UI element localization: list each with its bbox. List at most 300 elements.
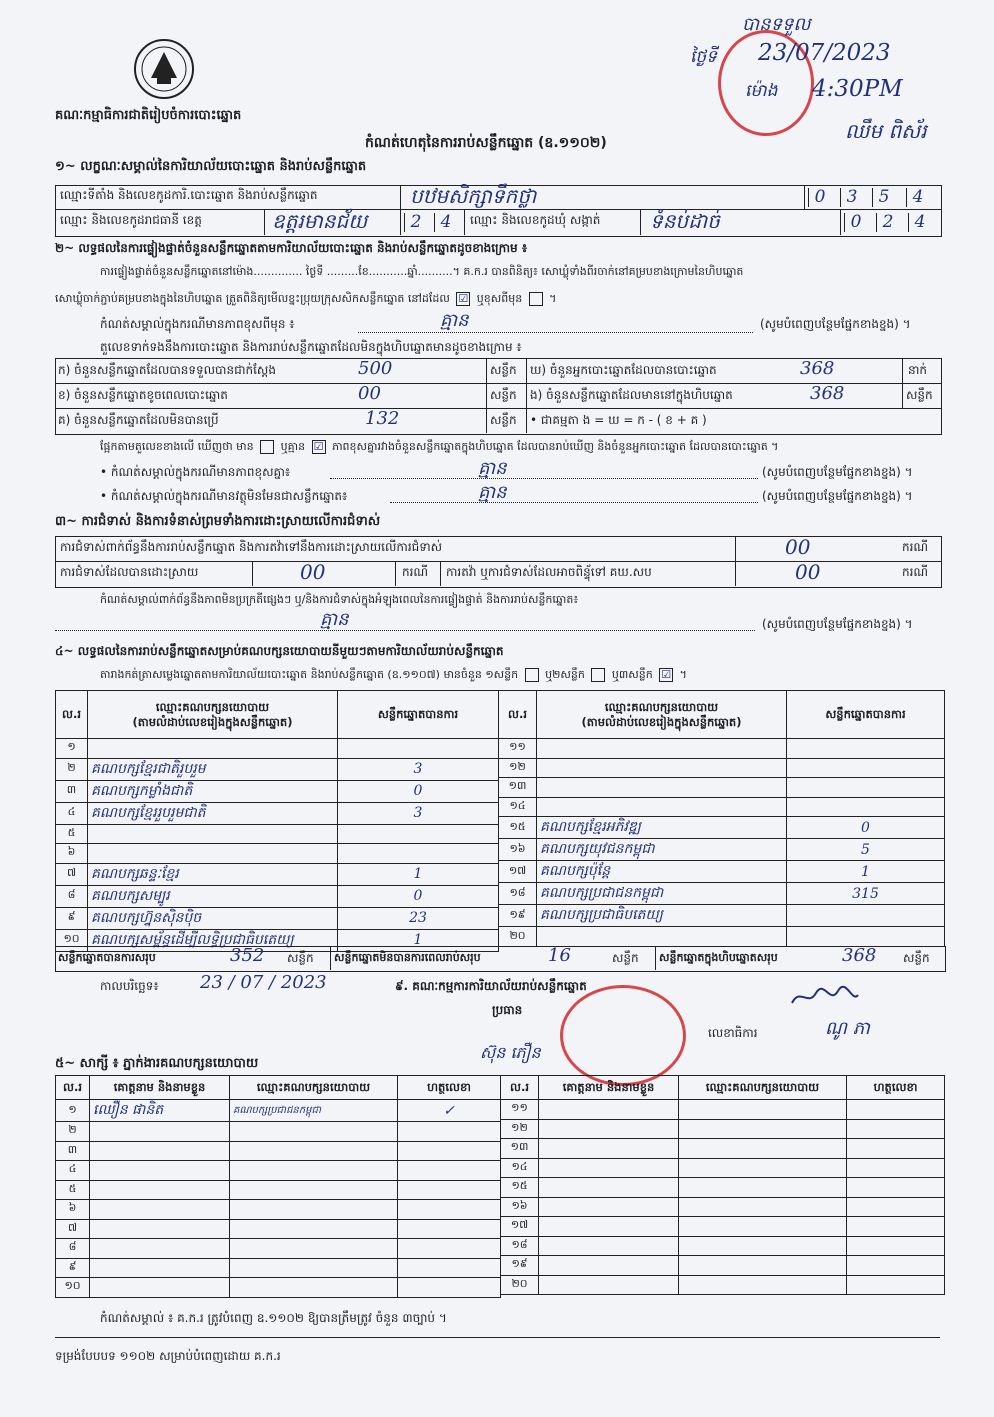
diff-note-label: កំណត់សម្គាល់ក្នុងករណីមានភាពខុសពីមុន ៖: [100, 317, 295, 331]
total-box-value: 368: [842, 945, 877, 966]
objection-row2-label: ការជំទាស់ដែលបានដោះស្រាយ: [60, 565, 199, 579]
count-row-a-value: 500: [358, 358, 393, 379]
witness-signature: [847, 1178, 945, 1198]
party-votes: [787, 905, 945, 927]
discrepancy-none-label: ឬគ្មាន: [280, 440, 306, 453]
witness-name: [90, 1278, 230, 1298]
party-name: [537, 739, 787, 759]
witness-party: [230, 1278, 398, 1298]
section2-line2: សោឃ្លុំចាក់ភ្ជាប់គម្របខាងក្នុងនៃហិបឆ្នោត ត្រួតពិនិត្យមើលខ្នះប្រុយក្រុសសិកសន្លឹកឆ្នោត នៅដដែល ☑ ឬខុសពីមុន ។: [55, 292, 557, 305]
wit-col-party: ឈ្មោះគណបក្សនយោបាយ: [230, 1076, 398, 1100]
witness-name: [90, 1161, 230, 1181]
count-row-a-label: ក) ចំនួនសន្លឹកឆ្នោតដែលបានទទួលបានជាក់ស្តែង: [58, 363, 276, 377]
witness-signature: ✓: [398, 1100, 501, 1122]
witness-name: [90, 1122, 230, 1142]
witness-signature: [847, 1217, 945, 1237]
total-invalid-label: សន្លឹកឆ្នោតមិនបានការពេលរាប់សរុប: [334, 951, 481, 964]
row-number: ៩: [56, 1258, 90, 1278]
witness-signature: [398, 1200, 501, 1220]
section4-intro-text: តារាងកត់ត្រាសម្លេងឆ្នោតតាមការិយាល័យបោះឆ្នោត និងរាប់សន្លឹកឆ្នោត (ឧ.១១០៧) មានចំនួន ១សន្លឹក: [100, 668, 519, 681]
witness-party: [679, 1275, 847, 1295]
witness-name: [539, 1139, 679, 1159]
witness-row: [501, 1100, 945, 1120]
commune-code-digit: 2: [876, 213, 899, 232]
vote-row: [56, 907, 499, 929]
totals-row: [55, 946, 946, 972]
party-name: គណបក្សសម្ព័ន្ធដើម្បីលទ្ធិប្រជាធិបតេយ្យ: [88, 929, 338, 951]
witness-row: [501, 1158, 945, 1178]
objection-row2-unit: ករណី: [402, 565, 429, 579]
different-checkbox[interactable]: [529, 292, 543, 306]
vote-table-left: [55, 690, 499, 952]
three-sheet-checkbox[interactable]: ☑: [659, 668, 673, 682]
witness-name: [90, 1200, 230, 1220]
party-name: គណបក្សប្រជាជនកម្ពុជា: [537, 883, 787, 905]
total-box-unit: សន្លឹក: [903, 951, 930, 965]
party-votes: 0: [338, 885, 499, 907]
witness-row: [56, 1258, 501, 1278]
count-row-e-label: ង) ចំនួនសន្លឹកឆ្នោតដែលមាននៅក្នុងហិបឆ្នោត: [530, 388, 733, 402]
province-label: ឈ្មោះ និងលេខកូដរាជធានី ខេត្ត: [60, 213, 202, 227]
witness-name: ឈឿន ផានិត: [90, 1100, 230, 1122]
party-votes: 1: [338, 929, 499, 951]
witness-party: [230, 1219, 398, 1239]
total-box-label: សន្លឹកឆ្នោតក្នុងហិបឆ្នោតសរុប: [659, 951, 778, 964]
party-name: គណបក្សប្រជាធិបតេយ្យ: [537, 905, 787, 927]
vote-row: [499, 839, 945, 861]
row-number: ៣: [56, 1141, 90, 1161]
section3-heading: ៣~ ការជំទាស់ និងការទំនាស់ព្រមទាំងការដោះស្រាយលើការជំទាស់: [55, 514, 381, 529]
site-code-digit: 4: [906, 188, 929, 207]
two-sheet-label: ឬ២សន្លឹក: [545, 668, 585, 681]
row-number: ១២: [501, 1119, 539, 1139]
witness-party: [679, 1256, 847, 1276]
row-number: ១៥: [501, 1178, 539, 1198]
witness-row: [56, 1278, 501, 1298]
party-name: [537, 758, 787, 778]
commune-code-digit: 4: [908, 213, 931, 232]
two-sheet-checkbox[interactable]: [591, 668, 605, 682]
section2-heading: ២~ លទ្ធផលនៃការផ្ទៀងផ្ទាត់ចំនួនសន្លឹកឆ្នោតតាមការិយាល័យបោះឆ្នោត និងរាប់សន្លឹកឆ្នោតដូចខាងក្រោម ៖: [55, 241, 528, 255]
party-votes: 3: [338, 758, 499, 780]
section2-line4: តួលេខទាក់ទងនឹងការបោះឆ្នោត និងការរាប់សន្លឹកឆ្នោតដែលមិនក្នុងហិបឆ្នោតមានដូចខាងក្រោម ៖: [100, 340, 522, 354]
objection-row2b-value: 00: [795, 560, 821, 584]
witness-table-left: [55, 1075, 501, 1298]
witness-row: [501, 1139, 945, 1159]
witness-name: [539, 1197, 679, 1217]
party-name: [88, 824, 338, 844]
witness-party: [679, 1217, 847, 1237]
total-valid-label: សន្លឹកឆ្នោតបានការសរុប: [58, 951, 156, 964]
count-row-a-unit: សន្លឹក: [490, 363, 517, 377]
section2-line2-text: សោឃ្លុំចាក់ភ្ជាប់គម្របខាងក្នុងនៃហិបឆ្នោត ត្រួតពិនិត្យមើលខ្នះប្រុយក្រុសសិកសន្លឹកឆ្នោត នៅដដែល: [55, 292, 450, 305]
site-name-label: ឈ្មោះទីតាំង និងលេខកូដការិ.បោះឆ្នោត និងរាប់សន្លឹកឆ្នោត: [60, 188, 318, 202]
witness-row: [56, 1219, 501, 1239]
witness-signature: [398, 1180, 501, 1200]
vote-row: [56, 863, 499, 885]
row-number: ៦: [56, 1200, 90, 1220]
vote-row: [56, 739, 499, 759]
section5-heading: ៥~ សាក្សី ៖ ភ្នាក់ងារគណបក្សនយោបាយ: [55, 1056, 259, 1071]
same-checkbox[interactable]: ☑: [456, 292, 470, 306]
row-number: ១៤: [501, 1158, 539, 1178]
chair-name: ស៊ុន ភឿន: [480, 1043, 541, 1062]
row-number: ១៦: [501, 1197, 539, 1217]
row-number: ១៧: [501, 1217, 539, 1237]
witness-row: [56, 1141, 501, 1161]
witness-party: [230, 1122, 398, 1142]
vote-row: [499, 758, 945, 778]
vote-row: [499, 817, 945, 839]
vote-row: [499, 778, 945, 798]
row-number: ៤: [56, 802, 88, 824]
row-number: ៤: [56, 1161, 90, 1181]
row-number: ១៤: [499, 797, 537, 817]
witness-party: [230, 1180, 398, 1200]
receipt-date-label: ថ្ងៃទី: [690, 47, 717, 67]
total-invalid-value: 16: [548, 945, 571, 966]
document-title: កំណត់ហេតុនៃការរាប់សន្លឹកឆ្នោត (ឧ.១១០២): [365, 135, 607, 151]
witness-table-right: [500, 1075, 945, 1295]
form-footer: ទម្រង់បែបបទ ១១០២ សម្រាប់បំពេញដោយ គ.ក.រ: [55, 1349, 281, 1363]
witness-signature: [847, 1119, 945, 1139]
witness-party: [679, 1139, 847, 1159]
vote-row: [56, 802, 499, 824]
count-row-c-value: 132: [365, 408, 400, 429]
col-party-header: ឈ្មោះគណបក្សនយោបាយ (តាមលំដាប់លេខរៀងក្នុងសន្លឹកឆ្នោត): [537, 691, 787, 739]
party-votes: 1: [338, 863, 499, 885]
vote-row: [56, 824, 499, 844]
objection-row1-label: ការជំទាស់ពាក់ព័ន្ធនឹងការរាប់សន្លឹកឆ្នោត និងការតវ៉ាទៅនឹងការដោះស្រាយលើការជំទាស់: [60, 540, 443, 554]
count-row-d-unit: នាក់: [908, 363, 928, 377]
row-number: ១០: [56, 929, 88, 951]
wit-col-name: គោត្តនាម និងនាមខ្លួន: [90, 1076, 230, 1100]
row-number: ១៧: [499, 861, 537, 883]
section2-line2-alt: ឬខុសពីមុន: [476, 292, 523, 305]
vote-row: [499, 861, 945, 883]
col-party-header: ឈ្មោះគណបក្សនយោបាយ (តាមលំដាប់លេខរៀងក្នុងសន្លឹកឆ្នោត): [88, 691, 338, 739]
col-votes-header: សន្លឹកឆ្នោតបានការ: [338, 691, 499, 739]
org-name: គណៈកម្មាធិការជាតិរៀបចំការបោះឆ្នោត: [55, 108, 242, 123]
section3-note-tail: (សូមបំពេញបន្ថែមផ្នែកខាងខ្នង) ។: [762, 617, 913, 631]
witness-party: [679, 1236, 847, 1256]
witness-signature: [847, 1236, 945, 1256]
wit-col-no: ល.រ: [56, 1076, 90, 1100]
discrepancy-line: [100, 440, 778, 454]
site-code-digit: 3: [840, 188, 863, 207]
party-name: គណបក្សសម្បូរ: [88, 885, 338, 907]
witness-signature: [847, 1100, 945, 1120]
section3-note-label: កំណត់សម្គាល់ពាក់ព័ន្ធនឹងភាពមិនប្រក្រតីផ្សេងៗ ឬ/និងការជំទាស់ក្នុងអំឡុងពេលនៃការផ្ទៀងផ្ទាត់ និងការរាប់សន្លឹកឆ្នោត៖: [100, 593, 579, 606]
row-number: ៦: [56, 844, 88, 864]
vote-row: [56, 844, 499, 864]
witness-row: [501, 1217, 945, 1237]
witness-name: [539, 1158, 679, 1178]
witness-name: [539, 1100, 679, 1120]
objection-row1-unit: ករណី: [902, 540, 929, 554]
receipt-code: បានទទួល: [742, 14, 811, 35]
vote-row: [499, 739, 945, 759]
party-votes: [338, 739, 499, 759]
witness-party: [230, 1200, 398, 1220]
witness-signature: [847, 1158, 945, 1178]
province-code-digit: 4: [434, 213, 457, 232]
row-number: ១៣: [499, 778, 537, 798]
witness-party: គណបក្សប្រជាជនកម្ពុជា: [230, 1100, 398, 1122]
row-number: ៣: [56, 780, 88, 802]
witness-signature: [398, 1258, 501, 1278]
diff-note-tail: (សូមបំពេញបន្ថែមផ្នែកខាងខ្នង) ។: [760, 317, 911, 331]
row-number: ៥: [56, 1180, 90, 1200]
section2-line1: ការផ្ទៀងផ្ទាត់ចំនួនសន្លឹកឆ្នោតនៅម៉ោង.............. ថ្ងៃទី .........ខែ...........ឆ្នាំ..........។ គ.ក.រ បានពិនិត្យ៖ សោឃ្លុំទាំងពីរចាក់នៅគម្របខាងក្រោមនៃហិបឆ្នោត: [100, 265, 744, 278]
row-number: ១៥: [499, 817, 537, 839]
objection-row2b-label: ការតវ៉ា ឬការជំទាស់ដែលអាចពិន្ទុ័ទៅ គឃ.សប: [446, 565, 652, 579]
note2-label: • កំណត់សម្គាល់ក្នុងករណីមានវត្ថុមិនមែនជាសន្លឹកឆ្នោត៖: [100, 489, 348, 503]
one-sheet-checkbox[interactable]: [525, 668, 539, 682]
witness-party: [679, 1158, 847, 1178]
witness-signature: [398, 1239, 501, 1259]
witness-party: [679, 1100, 847, 1120]
witness-name: [539, 1119, 679, 1139]
row-number: ៧: [56, 863, 88, 885]
vote-row: [56, 780, 499, 802]
row-number: ១០: [56, 1278, 90, 1298]
section4-intro: តារាងកត់ត្រាសម្លេងឆ្នោតតាមការិយាល័យបោះឆ្នោត និងរាប់សន្លឹកឆ្នោត (ឧ.១១០៧) មានចំនួន ១សន្លឹក ឬ២សន្លឹក ឬ៣សន្លឹក ☑ ។: [100, 668, 687, 681]
footnote: កំណត់សម្គាល់ ៖ គ.ក.រ ត្រូវបំពេញ ឧ.១១០២ ឱ្យបានត្រឹមត្រូវ ចំនួន ៣ច្បាប់ ។: [100, 1311, 447, 1325]
vote-row: [499, 797, 945, 817]
party-name: [537, 927, 787, 947]
witness-name: [90, 1258, 230, 1278]
row-number: ១៣: [501, 1139, 539, 1159]
count-row-e-unit: សន្លឹក: [906, 388, 933, 402]
section4-heading: ៤~ លទ្ធផលនៃការរាប់សន្លឹកឆ្នោតសម្រាប់គណបក្សនយោបាយនីមួយៗតាមការិយាល័យរាប់សន្លឹកឆ្នោត: [55, 644, 504, 658]
objection-row2b-unit: ករណី: [902, 565, 929, 579]
witness-name: [539, 1217, 679, 1237]
total-valid-unit: សន្លឹក: [287, 951, 314, 965]
total-valid-value: 352: [230, 945, 265, 966]
party-votes: [787, 739, 945, 759]
witness-signature: [398, 1122, 501, 1142]
witness-row: [56, 1180, 501, 1200]
site-code-digit: 0: [808, 188, 831, 207]
witness-row: [501, 1119, 945, 1139]
vote-table-right: [498, 690, 945, 947]
row-number: ៨: [56, 1239, 90, 1259]
witness-name: [539, 1275, 679, 1295]
note2-value: គ្មាន: [478, 482, 507, 503]
witness-party: [230, 1141, 398, 1161]
vote-row: [499, 927, 945, 947]
row-number: ៨: [56, 885, 88, 907]
date-label: កាលបរិច្ឆេទ៖: [100, 979, 159, 993]
witness-name: [539, 1236, 679, 1256]
objection-row1-value: 00: [785, 535, 811, 559]
witness-signature: [398, 1219, 501, 1239]
witness-name: [90, 1219, 230, 1239]
party-votes: [787, 927, 945, 947]
secretary-label: លេខាធិការ: [708, 1026, 758, 1040]
party-name: [88, 739, 338, 759]
witness-row: [501, 1178, 945, 1198]
site-code-digit: 5: [872, 188, 895, 207]
receipt-name: ឈឹម ពិស័រ: [845, 119, 927, 143]
note1-value: គ្មាន: [478, 458, 507, 479]
party-name: [537, 797, 787, 817]
witness-signature: [398, 1141, 501, 1161]
party-votes: [338, 824, 499, 844]
has-discrepancy-checkbox[interactable]: [260, 440, 274, 454]
party-votes: 315: [787, 883, 945, 905]
witness-signature: [847, 1197, 945, 1217]
row-number: ២: [56, 758, 88, 780]
party-votes: [787, 758, 945, 778]
row-number: ២: [56, 1122, 90, 1142]
witness-row: [56, 1122, 501, 1142]
chair-label: ប្រធាន: [492, 1003, 523, 1017]
witness-row: [501, 1197, 945, 1217]
party-name: [88, 844, 338, 864]
count-row-b-label: ខ) ចំនួនសន្លឹកឆ្នោតខូចពេលបោះឆ្នោត: [58, 388, 228, 402]
count-row-b-unit: សន្លឹក: [490, 388, 517, 402]
row-number: ១៨: [501, 1236, 539, 1256]
committee-stamp: [560, 985, 686, 1086]
note1-label: • កំណត់សម្គាល់ក្នុងករណីមានភាពខុសគ្នា៖: [100, 465, 291, 479]
party-votes: 0: [338, 780, 499, 802]
section3-note-value: គ្មាន: [320, 609, 349, 630]
row-number: ២០: [501, 1275, 539, 1295]
party-name: គណបក្សឆន្ទៈខ្មែរ: [88, 863, 338, 885]
province-value: ឧត្តរមានជ័យ: [272, 209, 368, 233]
total-invalid-unit: សន្លឹក: [612, 951, 639, 965]
row-number: ៩: [56, 907, 88, 929]
witness-row: [56, 1239, 501, 1259]
witness-signature: [847, 1275, 945, 1295]
party-name: គណបក្សហ្វ៊ុនស៊ិនប៉ិច: [88, 907, 338, 929]
count-row-b-value: 00: [358, 383, 381, 404]
witness-party: [230, 1161, 398, 1181]
row-number: ១១: [499, 739, 537, 759]
row-number: ១១: [501, 1100, 539, 1120]
party-name: គណបក្សខ្មែរអភិវឌ្ឍ: [537, 817, 787, 839]
secretary-name: ណូ ភា: [825, 1018, 870, 1039]
witness-row: [56, 1161, 501, 1181]
row-number: ១៩: [501, 1256, 539, 1276]
party-name: [537, 778, 787, 798]
party-votes: [338, 844, 499, 864]
row-number: ១៩: [499, 905, 537, 927]
party-name: គណបក្សខ្មែររួបរួមជាតិ: [88, 802, 338, 824]
note2-tail: (សូមបំពេញបន្ថែមផ្នែកខាងខ្នង) ។: [762, 489, 913, 503]
receipt-time-label: ម៉ោង: [745, 81, 778, 101]
col-no-header: ល.រ: [56, 691, 88, 739]
party-name: គណបក្សកម្លាំងជាតិ: [88, 780, 338, 802]
party-votes: 0: [787, 817, 945, 839]
three-sheet-label: ឬ៣សន្លឹក: [611, 668, 653, 681]
row-number: ១: [56, 1100, 90, 1122]
party-votes: 23: [338, 907, 499, 929]
formula-note: • ជាគម្មតា ង = ឃ = ក - ( ខ + គ ): [530, 413, 707, 427]
party-name: គណបក្សប៉ុន្តែ: [537, 861, 787, 883]
row-number: ១៦: [499, 839, 537, 861]
party-votes: 3: [338, 802, 499, 824]
row-number: ២០: [499, 927, 537, 947]
wit-col-sign: ហត្ថលេខា: [398, 1076, 501, 1100]
wit-col-name: គោត្តនាម និងនាមខ្លួន: [539, 1076, 679, 1100]
section1-heading: ១~ លក្ខណៈសម្គាល់នៃការិយាល័យបោះឆ្នោត និងរាប់សន្លឹកឆ្នោត: [55, 159, 367, 174]
witness-party: [679, 1178, 847, 1198]
nec-logo: [133, 38, 195, 100]
witness-name: [90, 1239, 230, 1259]
party-name: គណបក្សយុវជនកម្ពុជា: [537, 839, 787, 861]
note1-tail: (សូមបំពេញបន្ថែមផ្នែកខាងខ្នង) ។: [762, 465, 913, 479]
row-number: ៥: [56, 824, 88, 844]
count-row-d-label: ឃ) ចំនួនអ្នកបោះឆ្នោតដែលបានបោះឆ្នោត: [530, 363, 717, 377]
discrepancy-has-label: ផ្អែកតាមតួលេខខាងលើ ឃើញថា មាន: [100, 440, 254, 453]
row-number: ១២: [499, 758, 537, 778]
count-row-d-value: 368: [800, 358, 835, 379]
date-value: 23 / 07 / 2023: [200, 972, 327, 993]
receipt-time: 4:30PM: [812, 76, 903, 102]
witness-signature: [398, 1161, 501, 1181]
vote-row: [499, 883, 945, 905]
witness-party: [679, 1197, 847, 1217]
count-row-e-value: 368: [810, 383, 845, 404]
row-number: ១: [56, 739, 88, 759]
site-name-value: បឋមសិក្សាទឹកថ្លា: [410, 184, 537, 208]
witness-party: [230, 1239, 398, 1259]
witness-party: [230, 1258, 398, 1278]
discrepancy-text: ភាពខុសគ្នារវាងចំនួនសន្លឹកឆ្នោតក្នុងហិបឆ្នោត ដែលបានរាប់ឃើញ និងចំនួនអ្នកបោះឆ្នោត ដែលបានបោះឆ្នោត ។: [332, 440, 779, 453]
witness-signature: [847, 1139, 945, 1159]
witness-row: [501, 1275, 945, 1295]
witness-row: [56, 1200, 501, 1220]
party-votes: [787, 797, 945, 817]
count-row-c-unit: សន្លឹក: [490, 413, 517, 427]
witness-row: [56, 1100, 501, 1122]
commune-value: ទំនប់ដាច់: [650, 209, 720, 233]
witness-name: [90, 1141, 230, 1161]
province-code-digit: 2: [404, 213, 427, 232]
party-name: គណបក្សខ្មែរជាតិរួបរួម: [88, 758, 338, 780]
party-votes: [787, 778, 945, 798]
count-row-c-label: គ) ចំនួនសន្លឹកឆ្នោតដែលមិនបានប្រើ: [58, 413, 219, 427]
witness-name: [539, 1178, 679, 1198]
col-no-header: ល.រ: [499, 691, 537, 739]
party-votes: 1: [787, 861, 945, 883]
party-votes: 5: [787, 839, 945, 861]
no-discrepancy-checkbox[interactable]: ☑: [312, 440, 326, 454]
row-number: ១៨: [499, 883, 537, 905]
row-number: ៧: [56, 1219, 90, 1239]
wit-col-party: ឈ្មោះគណបក្សនយោបាយ: [679, 1076, 847, 1100]
witness-name: [90, 1180, 230, 1200]
vote-row: [56, 885, 499, 907]
vote-row: [499, 905, 945, 927]
committee-label: ៩. គណៈកម្មការការិយាល័យរាប់សន្លឹកឆ្នោត: [395, 979, 587, 993]
secretary-signature: [790, 985, 860, 1009]
diff-note-value: គ្មាន: [440, 310, 469, 331]
witness-party: [679, 1119, 847, 1139]
receipt-date: 23/07/2023: [758, 40, 891, 66]
vote-row: [56, 758, 499, 780]
objection-row2-value: 00: [300, 560, 326, 584]
col-votes-header: សន្លឹកឆ្នោតបានការ: [787, 691, 945, 739]
witness-signature: [847, 1256, 945, 1276]
commune-label: ឈ្មោះ និងលេខកូដឃុំ សង្កាត់: [470, 213, 601, 227]
wit-col-no: ល.រ: [501, 1076, 539, 1100]
witness-name: [539, 1256, 679, 1276]
witness-row: [501, 1256, 945, 1276]
